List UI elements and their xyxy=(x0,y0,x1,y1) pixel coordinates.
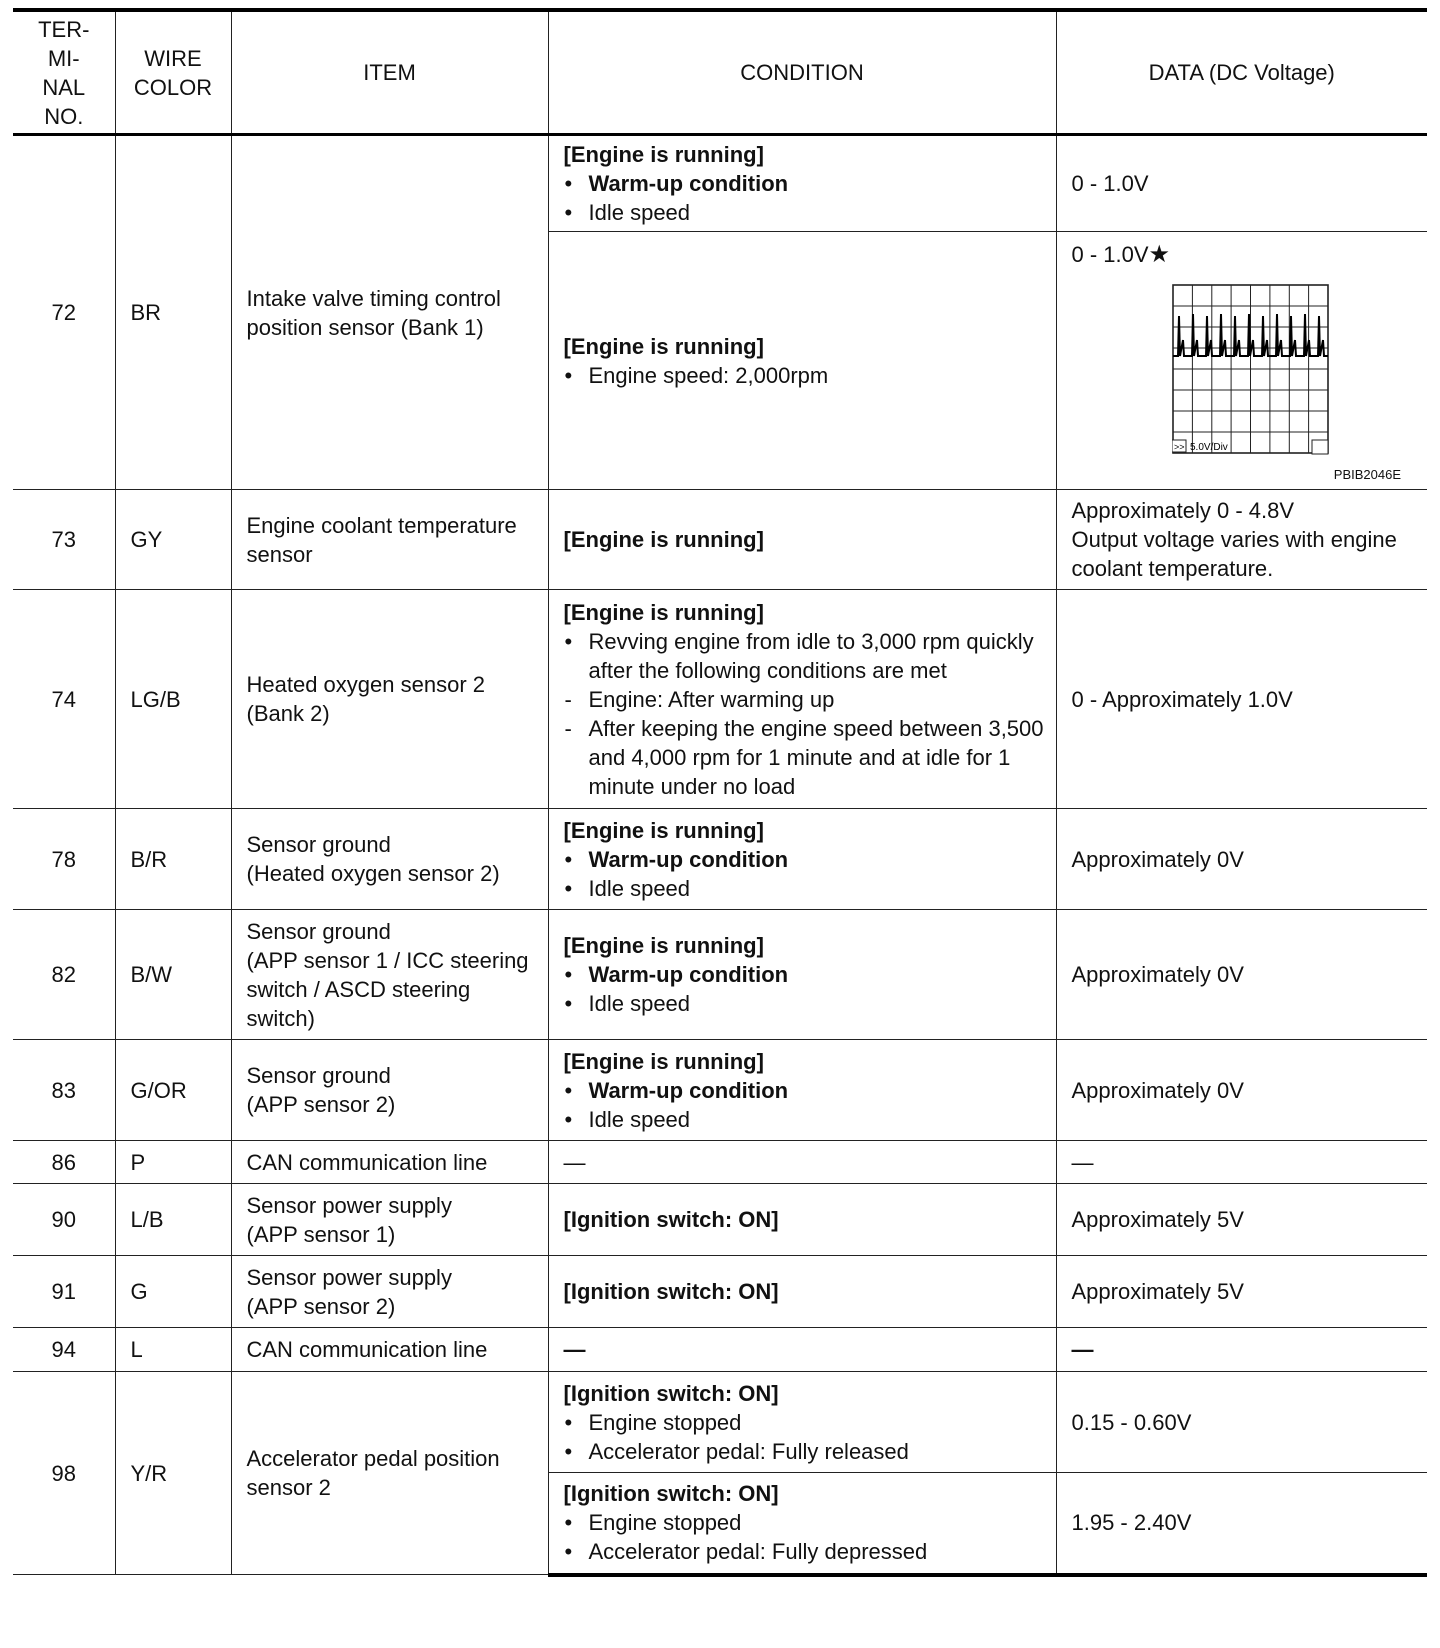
header-wire-line: COLOR xyxy=(133,74,213,100)
condition-bullet: Engine speed: 2,000rpm xyxy=(588,362,829,388)
condition-header: [Engine is running] xyxy=(563,333,764,359)
header-wire-line: WIRE xyxy=(144,45,202,71)
item-description: CAN communication line xyxy=(231,1141,548,1184)
condition-cell xyxy=(548,590,1056,809)
item-line: (APP sensor 2) xyxy=(246,1092,396,1117)
terminal-no: 98 xyxy=(13,1372,115,1575)
star-icon: ★ xyxy=(1148,241,1171,268)
terminal-no: 73 xyxy=(13,490,115,590)
condition-header: [Engine is running] xyxy=(563,1048,764,1074)
item-description: Accelerator pedal position sensor 2 xyxy=(231,1372,548,1575)
condition-bullet: Engine stopped xyxy=(588,1510,742,1536)
condition-cell xyxy=(548,1473,1056,1575)
bullet-marker: • xyxy=(564,962,573,987)
condition-cell xyxy=(548,809,1056,910)
table-row xyxy=(13,135,1427,232)
condition-cell xyxy=(548,910,1056,1040)
item-line: (APP sensor 1 / ICC steering switch / ASCD steering switch) xyxy=(246,947,529,1031)
condition-header: [Engine is running] xyxy=(563,817,764,843)
bullet-marker: • xyxy=(564,171,573,196)
condition-bullet: Warm-up condition xyxy=(588,171,789,196)
condition-bullet: Accelerator pedal: Fully released xyxy=(588,1438,909,1464)
table-row xyxy=(13,1141,1427,1184)
wire-color: P xyxy=(115,1141,231,1184)
data-value: — xyxy=(1056,1141,1427,1184)
table-row xyxy=(13,1184,1427,1256)
condition-cell: — xyxy=(548,1141,1056,1184)
condition-bullet: Idle speed xyxy=(588,991,691,1016)
header-item: ITEM xyxy=(231,10,548,135)
scope-marker: >> xyxy=(1173,442,1185,452)
condition-header: [Engine is running] xyxy=(563,933,764,958)
item-line: (Heated oxygen sensor 2) xyxy=(246,861,500,886)
wire-color: G/OR xyxy=(115,1040,231,1141)
wire-color: B/R xyxy=(115,809,231,910)
condition-header: [Ignition switch: ON] xyxy=(563,1207,779,1232)
bullet-marker: • xyxy=(564,875,573,901)
header-terminal-line: TER- xyxy=(38,16,90,42)
header-terminal xyxy=(13,10,115,135)
data-value: 1.95 - 2.40V xyxy=(1056,1473,1427,1575)
condition-cell xyxy=(548,1040,1056,1141)
bullet-marker: • xyxy=(564,1510,573,1536)
wire-color: Y/R xyxy=(115,1372,231,1575)
item-line: Sensor ground xyxy=(246,832,391,857)
item-description xyxy=(231,809,548,910)
bullet-marker: • xyxy=(564,628,573,654)
dash-marker: - xyxy=(564,715,572,741)
terminal-no: 78 xyxy=(13,809,115,910)
condition-cell xyxy=(548,1184,1056,1256)
bullet-marker: • xyxy=(564,991,573,1016)
table-row xyxy=(13,1328,1427,1372)
item-description: Heated oxygen sensor 2 (Bank 2) xyxy=(231,590,548,809)
condition-header: [Ignition switch: ON] xyxy=(563,1481,779,1507)
header-row xyxy=(13,10,1427,135)
data-value: — xyxy=(1056,1328,1427,1372)
table-row xyxy=(13,1372,1427,1473)
table-row xyxy=(13,1256,1427,1328)
wire-color: G xyxy=(115,1256,231,1328)
data-value: 0 - 1.0V xyxy=(1056,135,1427,232)
bullet-marker: • xyxy=(564,1106,573,1132)
data-line: Approximately 0 - 4.8V xyxy=(1071,498,1295,523)
condition-bullet: Idle speed xyxy=(588,1106,691,1132)
wire-color: L/B xyxy=(115,1184,231,1256)
scope-scale-label: 5.0V/Div xyxy=(1189,442,1228,453)
condition-bullet: Warm-up condition xyxy=(588,846,789,872)
terminal-no: 74 xyxy=(13,590,115,809)
bullet-marker: • xyxy=(564,1409,573,1435)
condition-header: [Ignition switch: ON] xyxy=(563,1380,779,1406)
item-description: Intake valve timing control position sensor (Bank 1) xyxy=(231,135,548,490)
terminal-no: 90 xyxy=(13,1184,115,1256)
condition-cell: — xyxy=(548,1328,1056,1372)
data-value: Approximately 0V xyxy=(1056,809,1427,910)
data-value: Approximately 5V xyxy=(1056,1256,1427,1328)
table-row xyxy=(13,910,1427,1040)
condition-header: [Engine is running] xyxy=(563,142,764,167)
item-description xyxy=(231,1184,548,1256)
item-description: CAN communication line xyxy=(231,1328,548,1372)
header-wire-color xyxy=(115,10,231,135)
figure-id: PBIB2046E xyxy=(1333,467,1401,482)
condition-cell xyxy=(548,135,1056,232)
bullet-marker: • xyxy=(564,200,573,225)
header-terminal-line: NAL xyxy=(42,74,86,100)
condition-bullet: Warm-up condition xyxy=(588,962,789,987)
wire-color: B/W xyxy=(115,910,231,1040)
condition-header: [Engine is running] xyxy=(563,527,764,552)
condition-cell xyxy=(548,1256,1056,1328)
condition-header: [Engine is running] xyxy=(563,599,764,625)
terminal-no: 72 xyxy=(13,135,115,490)
condition-bullet: Idle speed xyxy=(588,875,691,901)
condition-bullet: Warm-up condition xyxy=(588,1077,789,1103)
item-line: Sensor power supply xyxy=(246,1192,452,1218)
bullet-marker: • xyxy=(564,846,573,872)
condition-header: [Ignition switch: ON] xyxy=(563,1279,779,1304)
terminal-no: 91 xyxy=(13,1256,115,1328)
bullet-marker: • xyxy=(564,362,573,388)
header-terminal-line: NO. xyxy=(44,103,84,129)
data-value-with-waveform xyxy=(1056,232,1427,490)
data-value xyxy=(1056,490,1427,590)
data-value: 0.15 - 0.60V xyxy=(1056,1372,1427,1473)
data-value: 0 - Approximately 1.0V xyxy=(1056,590,1427,809)
condition-bullet: Accelerator pedal: Fully depressed xyxy=(588,1539,928,1565)
condition-bullet: Revving engine from idle to 3,000 rpm quickly after the following conditions are met xyxy=(588,628,1034,683)
condition-cell xyxy=(548,232,1056,490)
header-condition: CONDITION xyxy=(548,10,1056,135)
condition-bullet: Idle speed xyxy=(588,200,691,225)
terminal-table-wrapper xyxy=(13,8,1427,1577)
item-line: Sensor ground xyxy=(246,918,391,944)
item-line: (APP sensor 2) xyxy=(246,1293,396,1319)
header-data: DATA (DC Voltage) xyxy=(1056,10,1427,135)
data-value: Approximately 5V xyxy=(1056,1184,1427,1256)
condition-subitem: Engine: After warming up xyxy=(588,686,835,712)
wire-color: LG/B xyxy=(115,590,231,809)
wire-color: BR xyxy=(115,135,231,490)
item-description xyxy=(231,910,548,1040)
item-description: Engine coolant temperature sensor xyxy=(231,490,548,590)
terminal-no: 83 xyxy=(13,1040,115,1141)
condition-subitem: After keeping the engine speed between 3,500 and 4,000 rpm for 1 minute and at idle for 1 minute under no load xyxy=(588,715,1044,799)
header-terminal-line: MI- xyxy=(47,45,80,71)
table-row xyxy=(13,809,1427,910)
item-line: (APP sensor 1) xyxy=(246,1221,396,1247)
terminal-no: 94 xyxy=(13,1328,115,1372)
bullet-marker: • xyxy=(564,1077,573,1103)
table-row xyxy=(13,590,1427,809)
item-description xyxy=(231,1040,548,1141)
data-value: Approximately 0V xyxy=(1056,910,1427,1040)
bullet-marker: • xyxy=(564,1438,573,1464)
table-row xyxy=(13,490,1427,590)
table-row xyxy=(13,1040,1427,1141)
item-line: Sensor power supply xyxy=(246,1264,452,1290)
condition-cell xyxy=(548,490,1056,590)
item-line: Sensor ground xyxy=(246,1063,391,1088)
oscilloscope-waveform xyxy=(1172,284,1332,460)
data-line: Output voltage varies with engine coolant temperature. xyxy=(1071,527,1397,581)
wire-color: GY xyxy=(115,490,231,590)
data-value: 0 - 1.0V xyxy=(1071,242,1149,267)
item-description xyxy=(231,1256,548,1328)
terminal-no: 82 xyxy=(13,910,115,1040)
condition-bullet: Engine stopped xyxy=(588,1409,742,1435)
dash-marker: - xyxy=(564,686,572,712)
terminal-data-table xyxy=(13,8,1427,1577)
wire-color: L xyxy=(115,1328,231,1372)
bullet-marker: • xyxy=(564,1539,573,1565)
condition-cell xyxy=(548,1372,1056,1473)
data-value: Approximately 0V xyxy=(1056,1040,1427,1141)
terminal-no: 86 xyxy=(13,1141,115,1184)
